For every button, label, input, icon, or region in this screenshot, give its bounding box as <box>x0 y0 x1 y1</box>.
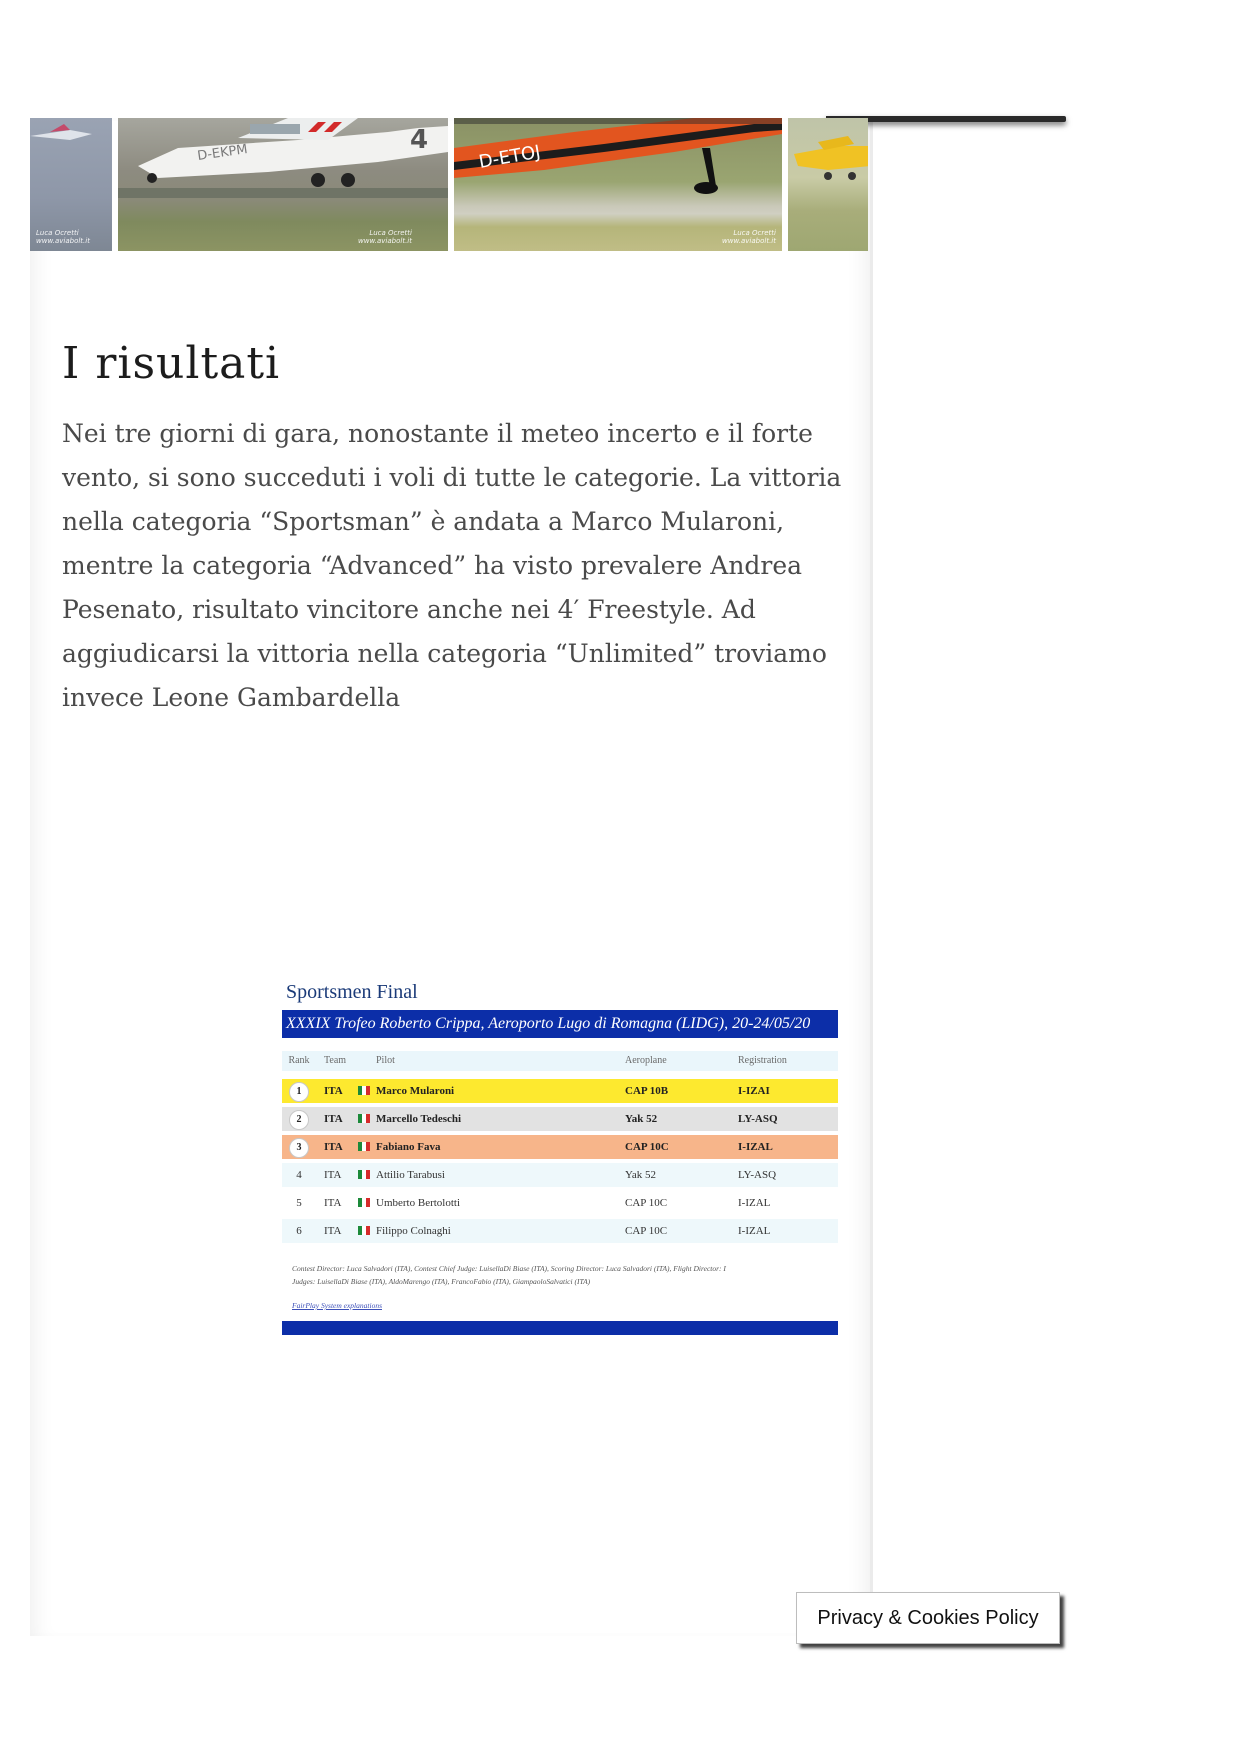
rank-medal: 3 <box>289 1138 309 1158</box>
team-cell: ITA <box>324 1197 342 1209</box>
results-table-image[interactable] <box>282 975 838 1335</box>
gallery-photo-1[interactable] <box>30 118 112 251</box>
table-row <box>282 1079 838 1103</box>
pilot-cell: Fabiano Fava <box>376 1141 441 1153</box>
aeroplane-cell: Yak 52 <box>625 1113 658 1125</box>
rank-cell: 6 <box>296 1225 302 1237</box>
col-registration: Registration <box>738 1055 787 1066</box>
aeroplane-cell: CAP 10C <box>625 1225 668 1237</box>
rank-medal: 2 <box>289 1110 309 1130</box>
col-pilot: Pilot <box>376 1055 395 1066</box>
italy-flag-icon <box>358 1170 370 1179</box>
aeroplane-cell: CAP 10B <box>625 1085 669 1097</box>
section-heading: I risultati <box>62 338 281 389</box>
registration-cell: I-IZAL <box>738 1141 773 1153</box>
table-row <box>282 1107 838 1131</box>
photo-watermark: Luca Ocretti www.aviabolt.it <box>722 229 776 245</box>
plane-photo-graphic <box>788 118 868 251</box>
italy-flag-icon <box>358 1086 370 1095</box>
team-cell: ITA <box>324 1113 343 1125</box>
registration-cell: I-IZAL <box>738 1225 771 1237</box>
svg-text:D-ETOJ: D-ETOJ <box>477 141 543 173</box>
team-cell: ITA <box>324 1085 343 1097</box>
italy-flag-icon <box>358 1114 370 1123</box>
rank-cell: 4 <box>296 1169 302 1181</box>
rank-cell: 5 <box>296 1197 302 1209</box>
results-title: Sportsmen Final <box>286 981 418 1003</box>
registration-cell: LY-ASQ <box>738 1169 777 1181</box>
table-row <box>282 1135 838 1159</box>
rank-medal: 1 <box>289 1082 309 1102</box>
results-bottom-bar <box>282 1321 838 1335</box>
pilot-cell: Umberto Bertolotti <box>376 1197 461 1209</box>
svg-text:4: 4 <box>410 125 429 155</box>
italy-flag-icon <box>358 1226 370 1235</box>
photo-gallery <box>30 118 868 251</box>
pilot-cell: Filippo Colnaghi <box>376 1225 451 1237</box>
italy-flag-icon <box>358 1142 370 1151</box>
table-row <box>282 1163 838 1187</box>
gallery-photo-4[interactable] <box>788 118 868 251</box>
col-rank: Rank <box>288 1055 310 1066</box>
photo-watermark: Luca Ocretti www.aviabolt.it <box>36 229 90 245</box>
results-banner: XXXIX Trofeo Roberto Crippa, Aeroporto Lugo di Romagna (LIDG), 20-24/05/20 <box>282 1010 838 1038</box>
italy-flag-icon <box>358 1198 370 1207</box>
table-row <box>282 1191 838 1215</box>
pilot-cell: Attilio Tarabusi <box>376 1169 445 1181</box>
pilot-cell: Marcello Tedeschi <box>376 1113 462 1125</box>
aeroplane-cell: CAP 10C <box>625 1197 668 1209</box>
fairplay-link[interactable]: FairPlay System explanations <box>292 1301 382 1310</box>
pilot-cell: Marco Mularoni <box>376 1085 455 1097</box>
results-table-header <box>282 1051 838 1071</box>
svg-text:D-EKPM: D-EKPM <box>196 142 249 164</box>
gallery-photo-2[interactable] <box>118 118 448 251</box>
article-paragraph: Nei tre giorni di gara, nonostante il meteo incerto e il forte vento, si sono succeduti i voli di tutte le categorie. La vittoria nella categoria “Sportsman” è andata a Marco Mularoni, mentre la categoria “Advanced” ha visto prevalere Andrea Pesenato, risultato vincitore anche nei 4′ Freestyle. Ad aggiudicarsi la vittoria nella categoria “Unlimited” troviamo invece Leone Gambardella <box>62 419 842 712</box>
registration-cell: I-IZAL <box>738 1197 771 1209</box>
col-team: Team <box>324 1055 347 1066</box>
team-cell: ITA <box>324 1169 342 1181</box>
photo-watermark: Luca Ocretti www.aviabolt.it <box>358 229 412 245</box>
registration-cell: I-IZAI <box>738 1085 770 1097</box>
aeroplane-cell: Yak 52 <box>625 1169 656 1181</box>
team-cell: ITA <box>324 1141 343 1153</box>
privacy-cookies-button[interactable]: Privacy & Cookies Policy <box>796 1592 1060 1644</box>
col-aeroplane: Aeroplane <box>625 1055 667 1066</box>
team-cell: ITA <box>324 1225 342 1237</box>
aeroplane-cell: CAP 10C <box>625 1141 669 1153</box>
results-notes: Contest Director: Luca Salvadori (ITA), Contest Chief Judge: LuisellaDi Biase (ITA), Scoring Director: Luca Salvadori (ITA), Flight Director: I Judges: LuisellaDi Biase (ITA), AldoMarengo (ITA), FrancoFabio (ITA), GiampaoloSalvatici (ITA) <box>292 1264 726 1286</box>
table-row <box>282 1219 838 1243</box>
gallery-photo-3[interactable] <box>454 118 782 251</box>
registration-cell: LY-ASQ <box>738 1113 778 1125</box>
